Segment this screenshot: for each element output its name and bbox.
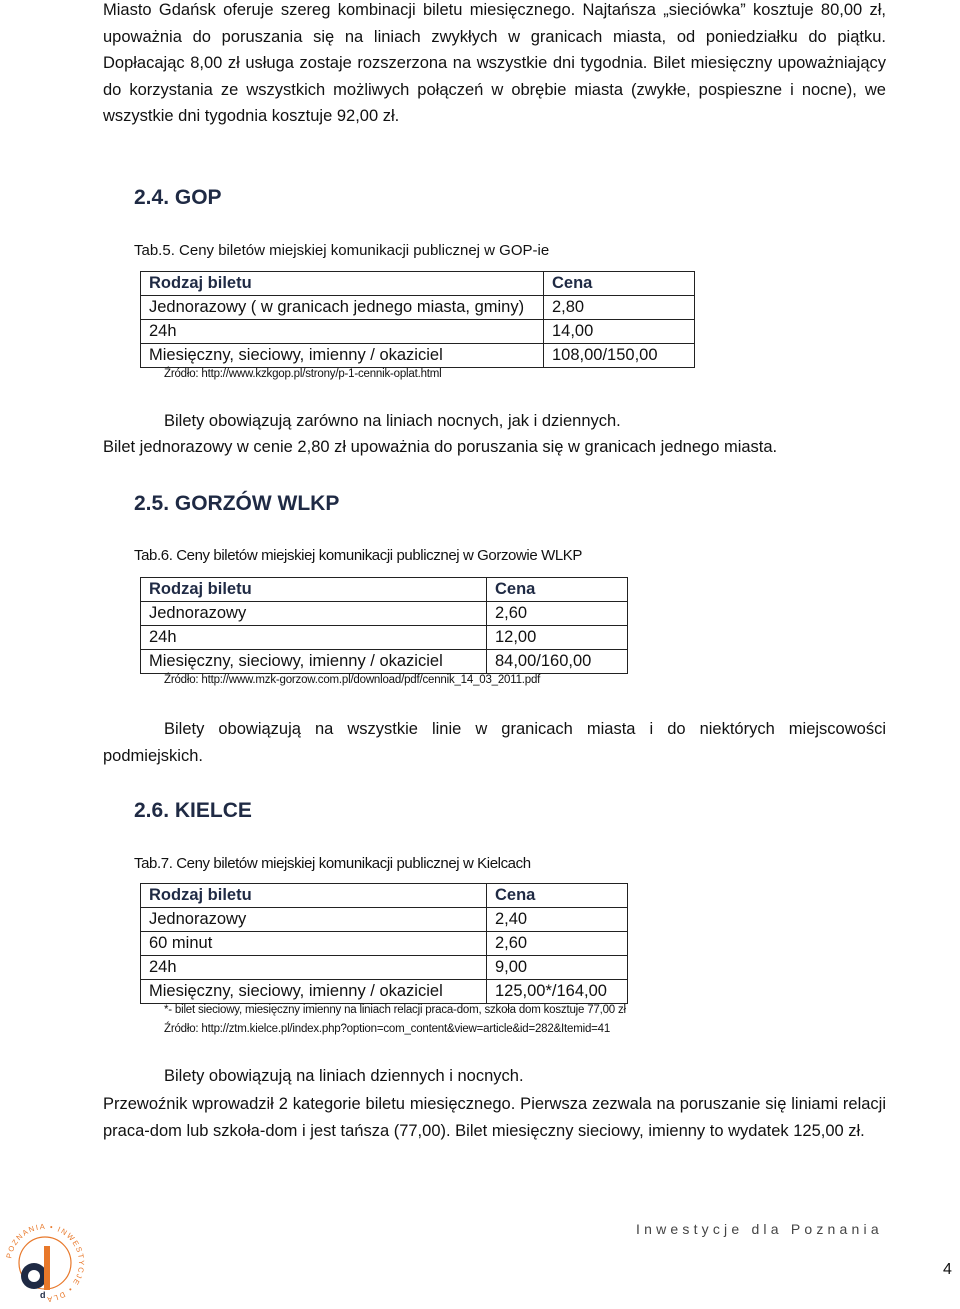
table-row [141,296,695,320]
note-gorzow: Bilety obowiązują na wszystkie linie w granicach miasta i do niektórych miejscowości podmiejskich. [103,720,886,765]
ticket-type-cell: Miesięczny, sieciowy, imienny / okaziciel [141,650,487,674]
header-ticket-type: Rodzaj biletu [141,272,544,296]
ticket-type-cell: Jednorazowy [141,908,487,932]
section-heading-kielce: 2.6. KIELCE [134,799,252,822]
intro-paragraph: Miasto Gdańsk oferuje szereg kombinacji biletu miesięcznego. Najtańsza „sieciówka” kosztuje 80,00 zł, upoważnia do poruszania się na liniach zwykłych w granicach miasta, od poniedziałku do piątku. Dopłacając 8,00 zł usługa zostaje rozszerzona na wszystkie dni tygodnia. Bilet miesięczny upoważniający do korzystania ze wszystkich możliwych połączeń w obrębie miasta (zwykłe, pospieszne i nocne), we wszystkie dni tygodnia kosztuje 92,00 zł. [103,1,886,125]
price-table-gop [140,271,695,368]
table-row [141,908,628,932]
ticket-type-cell: Miesięczny, sieciowy, imienny / okaziciel [141,980,487,1004]
table-source-gop: Źródło: http://www.kzkgop.pl/strony/p-1-cennik-oplat.html [164,368,442,380]
note-gop-2: Bilet jednorazowy w cenie 2,80 zł upoważnia do poruszania się w granicach jednego miasta. [103,438,778,456]
header-ticket-type: Rodzaj biletu [141,884,487,908]
table-row [141,320,695,344]
price-cell: 2,60 [487,602,628,626]
ticket-type-cell: 24h [141,626,487,650]
footer-brand: Inwestycje dla Poznania [636,1221,883,1237]
page-number: 4 [943,1261,952,1278]
price-cell: 14,00 [544,320,695,344]
price-cell: 12,00 [487,626,628,650]
table-source-kielce: Źródło: http://ztm.kielce.pl/index.php?option=com_content&view=article&id=282&Itemid=41 [164,1023,611,1035]
ticket-type-cell: 60 minut [141,932,487,956]
ticket-type-cell: Jednorazowy [141,602,487,626]
price-cell: 84,00/160,00 [487,650,628,674]
table-row [141,344,695,368]
table-footnote-kielce: *- bilet sieciowy, miesięczny imienny na liniach relacji praca-dom, szkoła dom kosztuje 77,00 zł [164,1004,626,1016]
note-kielce-1: Bilety obowiązują na liniach dziennych i nocnych. [164,1067,524,1085]
table-caption-gop: Tab.5. Ceny biletów miejskiej komunikacji publicznej w GOP-ie [134,242,550,259]
table-row [141,956,628,980]
table-row [141,602,628,626]
table-header-row [141,884,628,908]
table-row [141,650,628,674]
table-caption-kielce: Tab.7. Ceny biletów miejskiej komunikacji publicznej w Kielcach [134,855,531,872]
price-cell: 2,60 [487,932,628,956]
table-caption-gorzow: Tab.6. Ceny biletów miejskiej komunikacji publicznej w Gorzowie WLKP [134,547,582,564]
ticket-type-cell: Jednorazowy ( w granicach jednego miasta, gminy) [141,296,544,320]
brand-logo [0,1218,90,1308]
table-row [141,932,628,956]
price-table-gorzow [140,577,628,674]
table-header-row [141,272,695,296]
header-price: Cena [544,272,695,296]
price-table-kielce [140,883,628,1004]
table-header-row [141,578,628,602]
header-price: Cena [487,884,628,908]
table-row [141,626,628,650]
price-cell: 108,00/150,00 [544,344,695,368]
price-cell: 9,00 [487,956,628,980]
ticket-type-cell: 24h [141,956,487,980]
price-cell: 2,80 [544,296,695,320]
logo-dot-inner [28,1270,40,1282]
logo-ring-text: POZNANIA • INWESTYCJE • DLA [4,1221,87,1305]
price-cell: 2,40 [487,908,628,932]
section-heading-gorzow: 2.5. GORZÓW WLKP [134,492,340,515]
note-gop-1: Bilety obowiązują zarówno na liniach nocnych, jak i dziennych. [164,412,621,430]
ticket-type-cell: Miesięczny, sieciowy, imienny / okaziciel [141,344,544,368]
header-ticket-type: Rodzaj biletu [141,578,487,602]
ticket-type-cell: 24h [141,320,544,344]
table-row [141,980,628,1004]
note-kielce-2: Przewoźnik wprowadził 2 kategorie biletu miesięcznego. Pierwsza zezwala na poruszanie się liniami relacji praca-dom lub szkoła-dom i jest tańsza (77,00). Bilet miesięczny sieciowy, imienny to wydatek 125,00 zł. [103,1095,886,1140]
table-source-gorzow: Źródło: http://www.mzk-gorzow.com.pl/download/pdf/cennik_14_03_2011.pdf [164,674,541,686]
price-cell: 125,00*/164,00 [487,980,628,1004]
logo-stem [44,1246,50,1290]
header-price: Cena [487,578,628,602]
section-heading-gop: 2.4. GOP [134,186,222,209]
logo-letter: d [40,1290,46,1300]
